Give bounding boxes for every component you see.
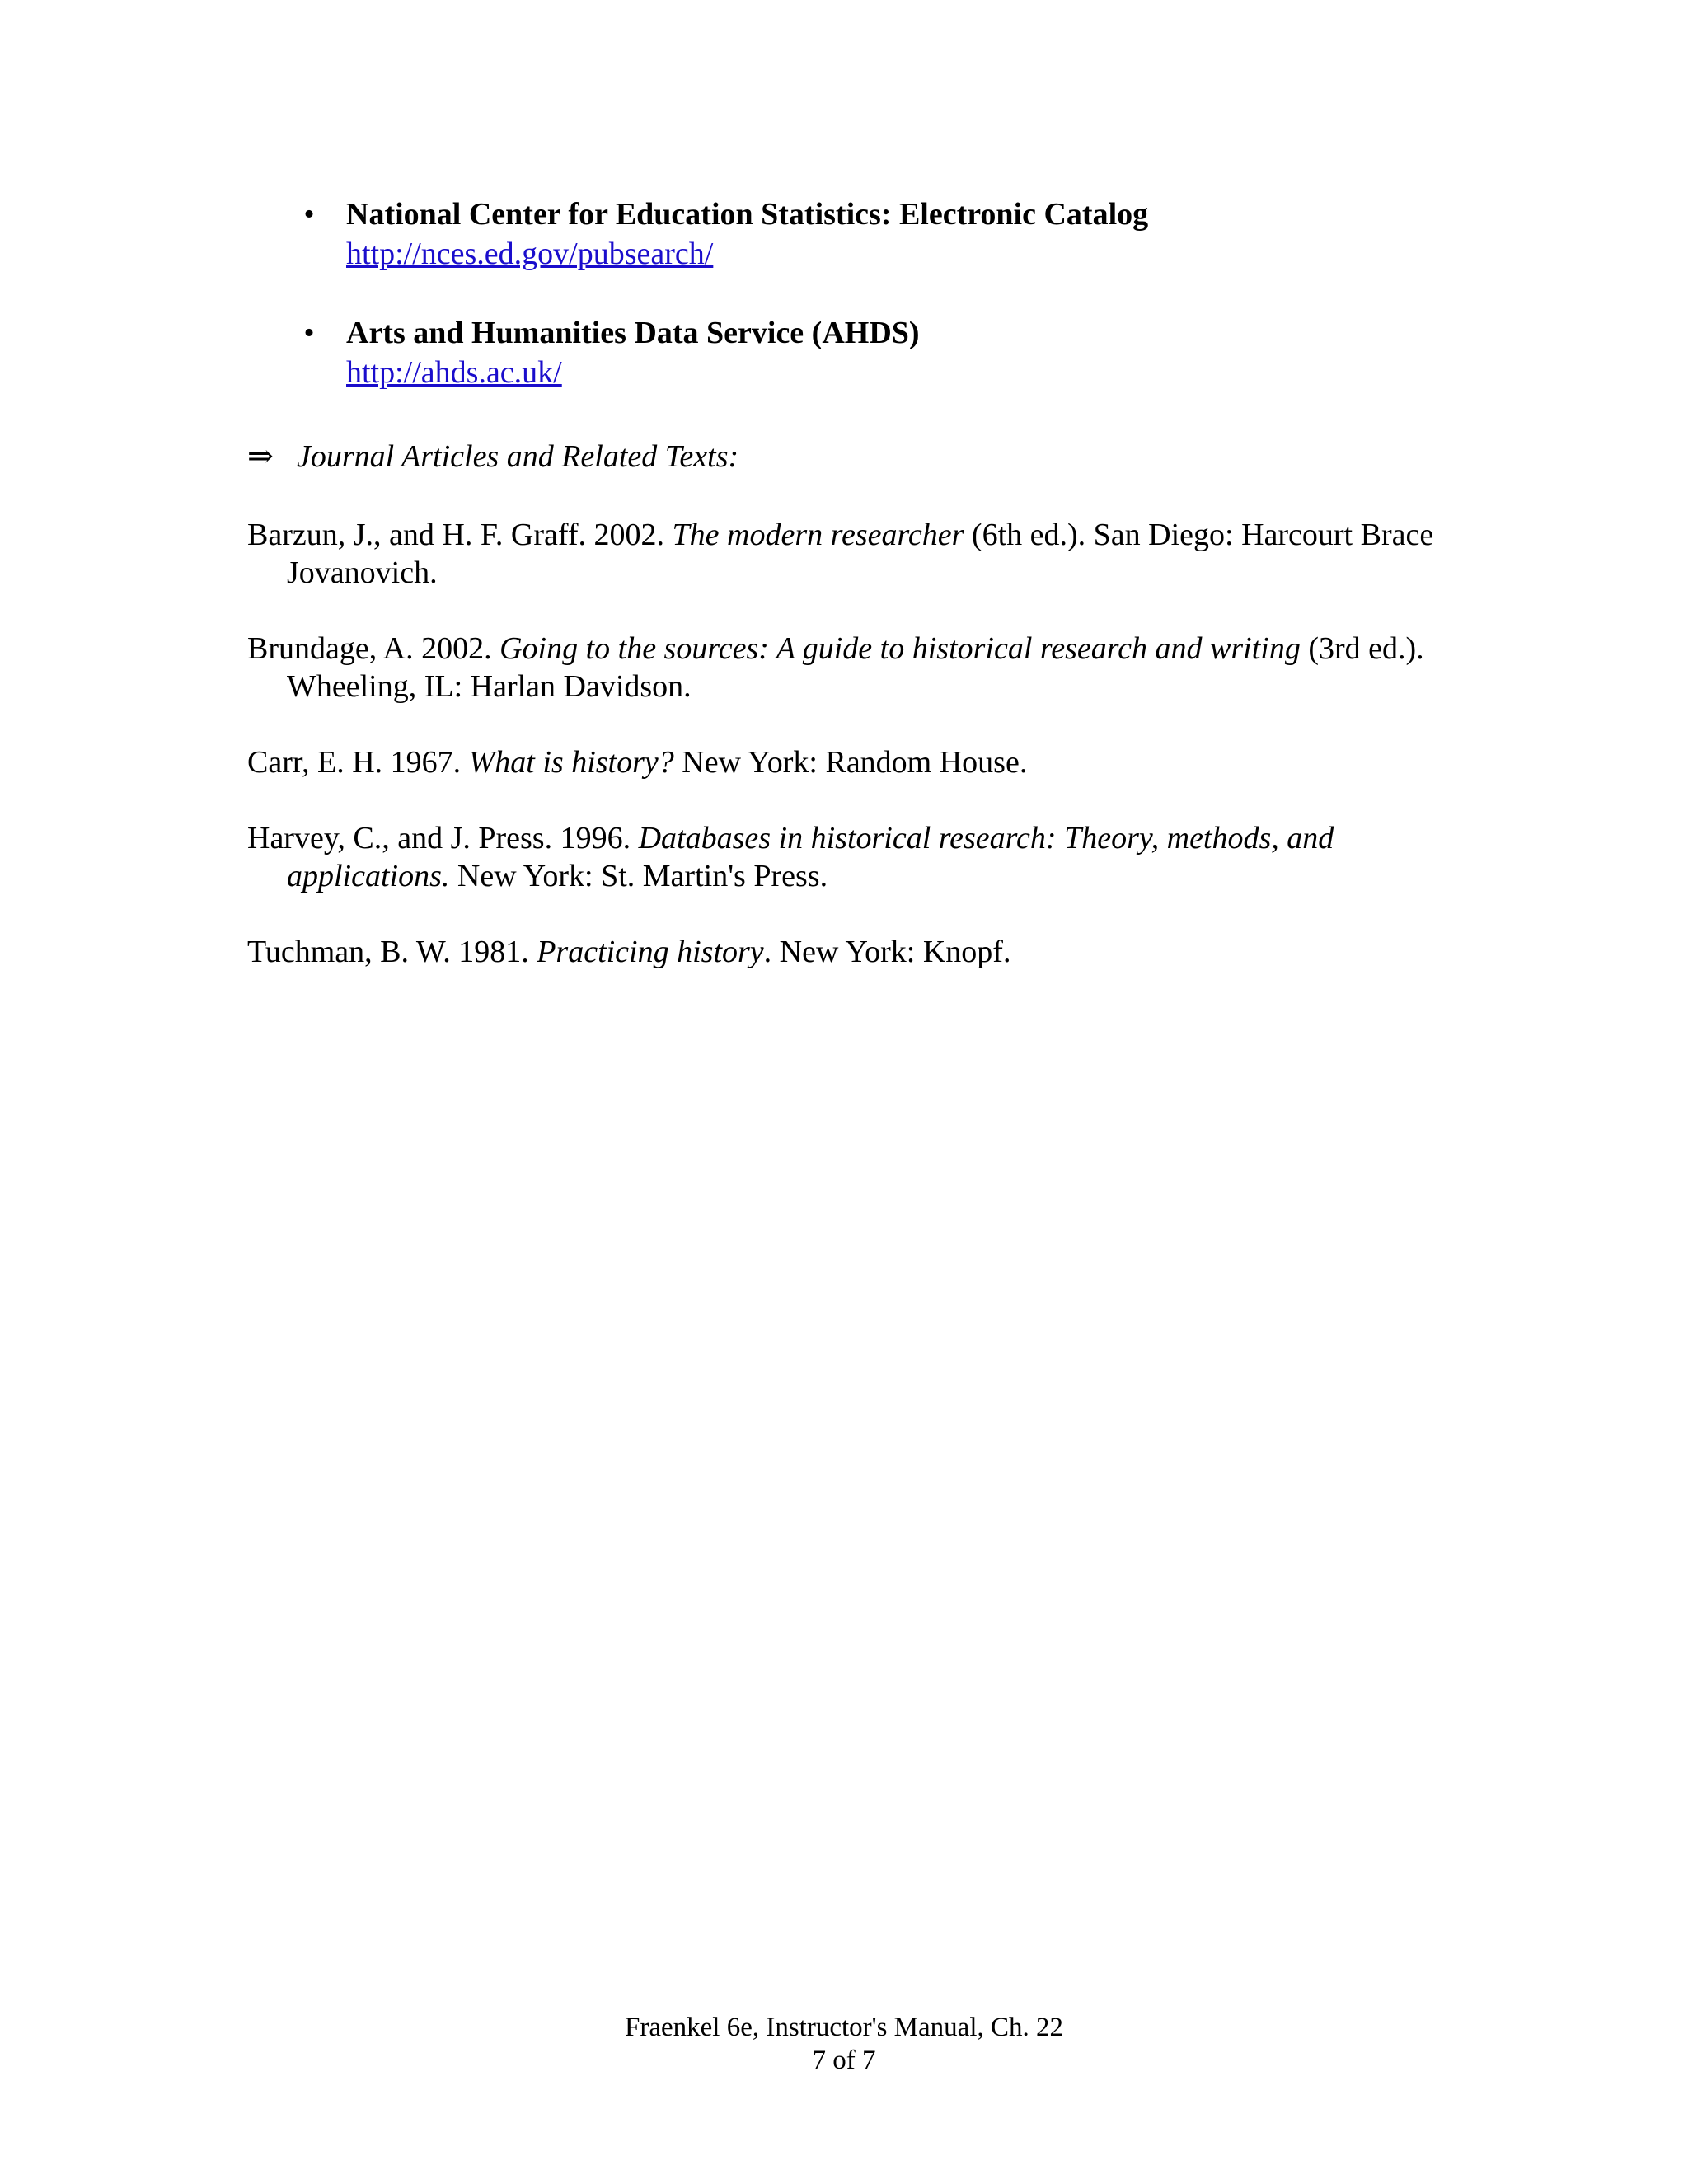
reference-list (247, 516, 1442, 1009)
resource-item (297, 313, 1533, 392)
reference-title: The modern researcher (672, 518, 964, 552)
reference-authors: Tuchman, B. W. 1981. (247, 935, 537, 969)
page-footer (0, 2011, 1688, 2077)
reference-publisher: New York: St. Martin's Press. (449, 859, 828, 893)
resource-title: National Center for Education Statistics: Electronic Catalog (346, 197, 1149, 232)
bullet-icon: • (303, 197, 315, 232)
page-number: 7 of 7 (812, 2046, 876, 2075)
reference-publisher: (6th ed.). San Diego: Harcourt Brace Jovanovich. (287, 518, 1434, 590)
footer-source: Fraenkel 6e, Instructor's Manual, Ch. 22 (625, 2013, 1063, 2042)
reference-authors: Barzun, J., and H. F. Graff. 2002. (247, 518, 673, 552)
reference-authors: Carr, E. H. 1967. (247, 745, 469, 780)
reference-publisher: New York: Random House. (673, 745, 1028, 780)
resource-link[interactable]: http://nces.ed.gov/pubsearch/ (346, 237, 714, 271)
resource-list (297, 194, 1533, 432)
right-arrow-icon: ⇒ (247, 439, 274, 474)
bullet-icon: • (303, 316, 315, 350)
resource-link[interactable]: http://ahds.ac.uk/ (346, 355, 562, 390)
reference-title: Going to the sources: A guide to historical research and writing (499, 631, 1301, 666)
section-heading (247, 437, 738, 476)
reference-entry (247, 630, 1442, 705)
reference-publisher: . New York: Knopf. (763, 935, 1011, 969)
reference-authors: Brundage, A. 2002. (247, 631, 500, 666)
reference-entry (247, 743, 1442, 781)
resource-item (297, 194, 1533, 274)
reference-publisher: (3rd ed.). Wheeling, IL: Harlan Davidson. (287, 631, 1424, 704)
reference-title: Practicing history (537, 935, 764, 969)
reference-entry (247, 819, 1442, 895)
section-label: Journal Articles and Related Texts: (297, 439, 739, 474)
reference-title: What is history? (468, 745, 674, 780)
reference-authors: Harvey, C., and J. Press. 1996. (247, 821, 639, 855)
reference-title: Databases in historical research: Theory, methods, and applications. (287, 821, 1334, 893)
resource-title: Arts and Humanities Data Service (AHDS) (346, 316, 920, 350)
reference-entry (247, 516, 1442, 592)
reference-entry (247, 933, 1442, 971)
